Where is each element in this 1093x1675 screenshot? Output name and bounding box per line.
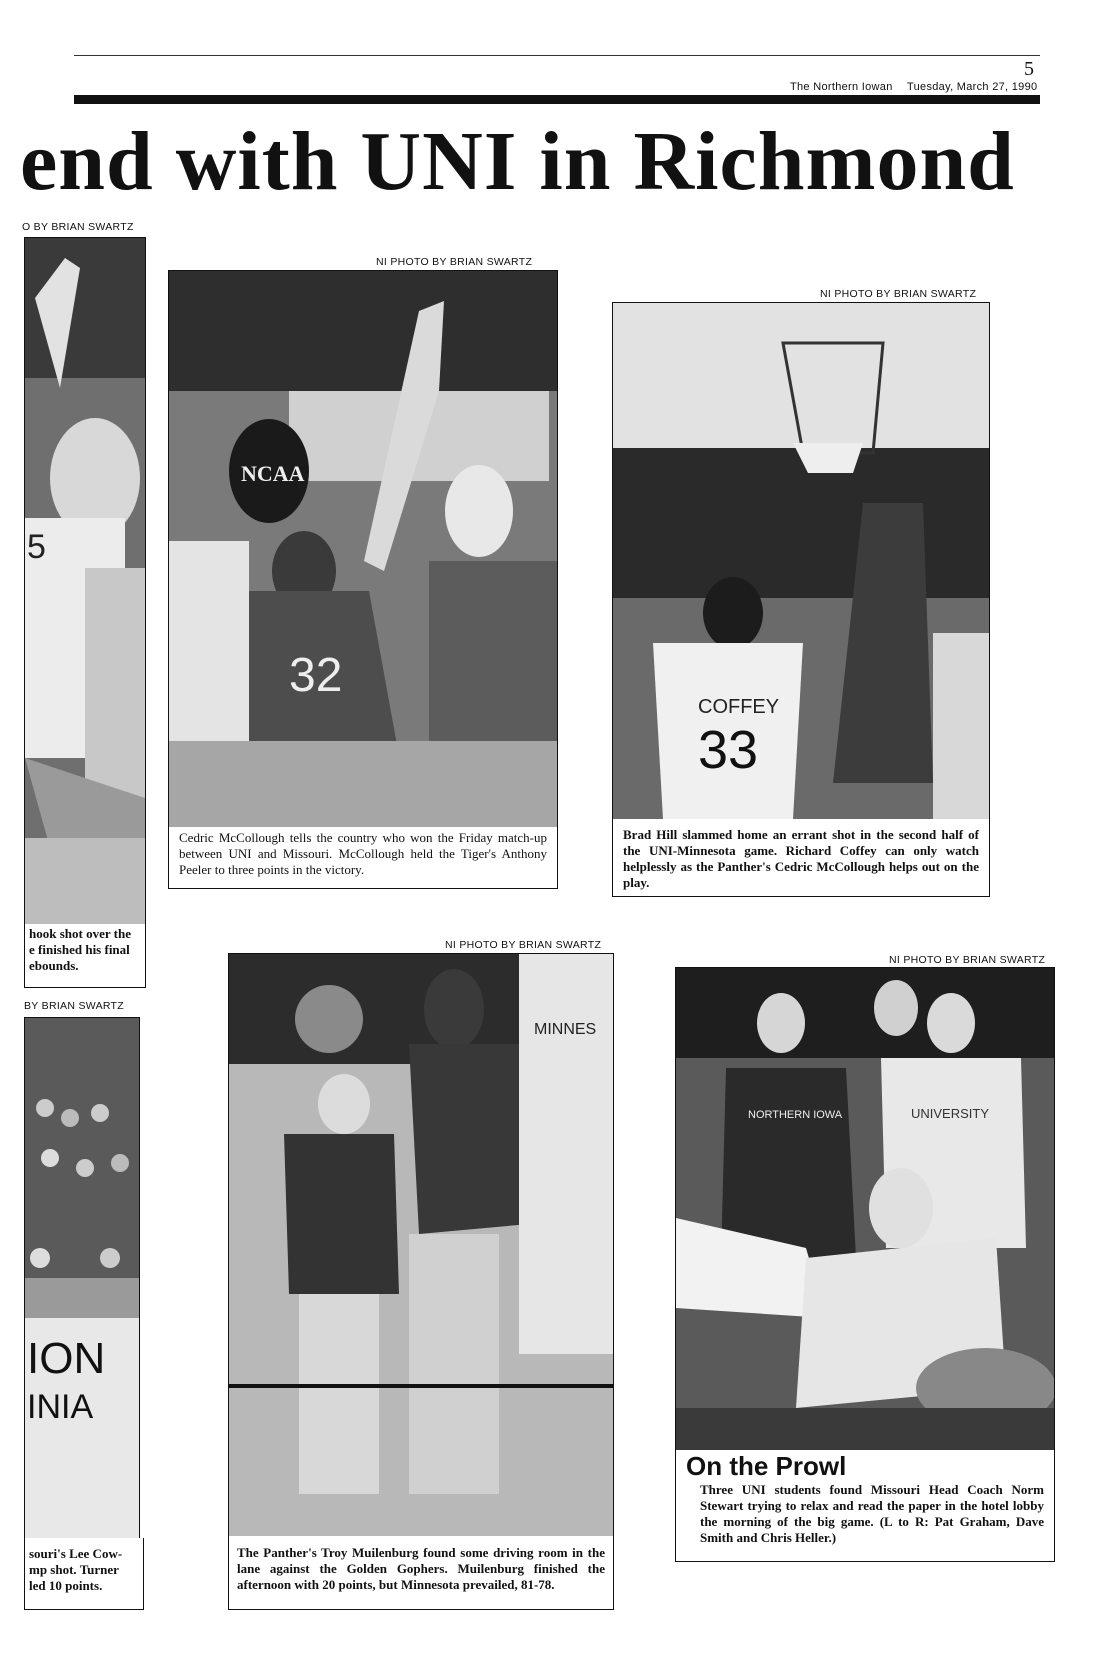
caption-mccollough: Cedric McCollough tells the country who won the Friday match-up between UNI and Missouri. McCollough held the Tiger's Anthony Peeler to three points in the victory. [179,830,547,877]
photo-sweatshirt-left: NORTHERN IOWA [748,1109,843,1121]
page-headline: end with UNI in Richmond [20,115,1015,208]
photo-sweatshirt-right: UNIVERSITY [911,1106,990,1121]
photo-muilenburg-image [229,954,613,1536]
caption-box-prowl [675,1450,1055,1562]
photo-muilenburg [228,953,614,1537]
photo-credit-left-bottom: BY BRIAN SWARTZ [24,1000,124,1012]
masthead-publication: The Northern Iowan [790,81,893,93]
photo-left-top-image [25,238,145,924]
caption-muilenburg: The Panther's Troy Muilenburg found some driving room in the lane against the Golden Gophers. Muilenburg finished the afternoon with 20 points, but Minnesota prevailed, 81-78. [237,1545,605,1592]
caption-box-mccollough [168,827,558,889]
caption-box-left-top [24,924,146,988]
caption-prowl: Three UNI students found Missouri Head Coach Norm Stewart trying to relax and read the paper in the hotel lobby the morning of the big game. (L to R: Pat Graham, Dave Smith and Chris Heller.) [700,1482,1044,1545]
photo-jersey-coffey-name: COFFEY [698,696,780,718]
caption-box-muilenburg [228,1536,614,1610]
photo-jersey-minnesota: MINNES [534,1021,597,1038]
photo-mccollough [168,270,558,828]
photo-left-bottom-image [25,1018,139,1538]
caption-hill: Brad Hill slammed home an errant shot in the second half of the UNI-Minnesota game. Richard Coffey can only watch helplessly as the Panther's Cedric McCollough helps out on the play. [623,827,979,890]
photo-credit-center-bottom: NI PHOTO BY BRIAN SWARTZ [445,939,602,951]
caption-box-hill [612,819,990,897]
photo-jersey-32: 32 [289,649,343,702]
caption-box-left-bottom [24,1538,144,1610]
photo-credit-right-top: NI PHOTO BY BRIAN SWARTZ [820,288,977,300]
photo-prowl [675,967,1055,1451]
photo-left-top [24,237,146,925]
photo-credit-left-top: O BY BRIAN SWARTZ [22,221,134,233]
photo-left-bottom [24,1017,140,1539]
caption-left-top-line-1: hook shot over the [29,926,131,941]
masthead-date: Tuesday, March 27, 1990 [907,81,1038,93]
caption-left-bottom-line-3: led 10 points. [29,1578,103,1593]
photo-hill-slam [612,302,990,820]
photo-ncaa-sign: NCAA [241,461,305,486]
caption-left-top-line-3: ebounds. [29,958,79,973]
photo-mccollough-image [169,271,557,827]
photo-credit-right-bottom: NI PHOTO BY BRIAN SWARTZ [889,954,1046,966]
photo-credit-center-top: NI PHOTO BY BRIAN SWARTZ [376,256,533,268]
photo-jersey-coffey-number: 33 [698,720,759,780]
caption-left-bottom-line-1: souri's Lee Cow- [29,1546,123,1561]
caption-left-top-line-2: e finished his final [29,942,130,957]
masthead-rule [74,95,1040,104]
photo-prowl-image [676,968,1054,1450]
photo-hill-slam-image [613,303,989,819]
photo-left-banner-1: ION [27,1334,106,1383]
caption-left-bottom-line-2: mp shot. Turner [29,1562,119,1577]
top-rule [74,55,1040,56]
page-number: 5 [1024,58,1034,80]
photo-left-banner-2: INIA [27,1388,94,1426]
caption-prowl-title: On the Prowl [686,1451,847,1481]
photo-left-jersey-number: 5 [27,528,46,566]
